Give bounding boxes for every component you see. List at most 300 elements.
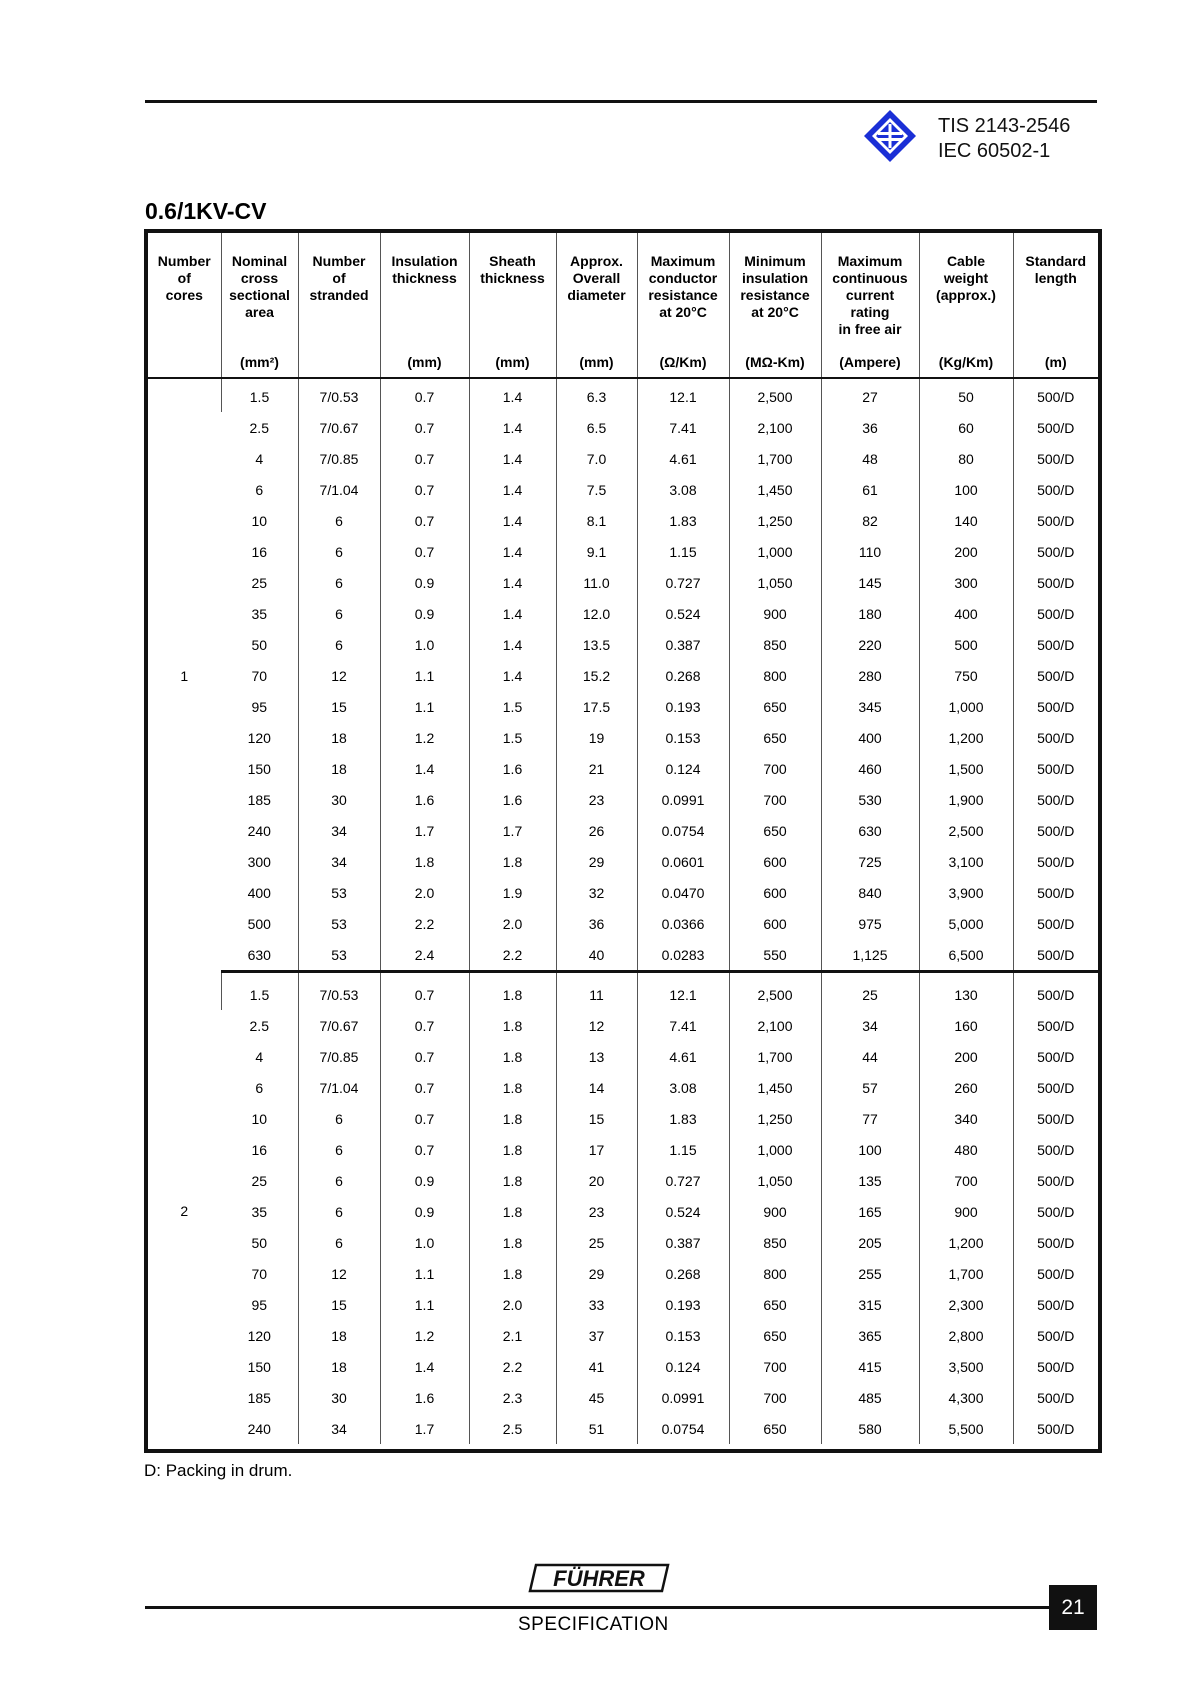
table-cell: 500 [919,629,1013,660]
table-cell: 2.0 [469,908,556,939]
table-row [148,753,1098,784]
table-row [148,505,1098,536]
table-cell: 1.4 [469,629,556,660]
table-cell: 1.8 [469,1010,556,1041]
column-header-line: cores [165,287,203,303]
table-row [148,1134,1098,1165]
table-cell: 500/D [1013,1165,1098,1196]
table-cell: 650 [729,1320,821,1351]
column-header [380,233,469,378]
table-cell: 500/D [1013,443,1098,474]
table-cell: 7.0 [556,443,637,474]
column-header [298,233,380,378]
table-cell: 900 [729,1196,821,1227]
table-cell: 0.7 [380,443,469,474]
column-header-line: thickness [480,270,545,286]
table-cell: 0.524 [637,1196,729,1227]
table-cell: 6 [298,1134,380,1165]
column-header [1013,233,1098,378]
column-header [821,233,919,378]
table-cell: 0.7 [380,474,469,505]
table-cell: 110 [821,536,919,567]
table-cell: 6 [255,481,264,498]
table-cell: 0.727 [637,1165,729,1196]
page-number: 21 [1049,1585,1097,1630]
table-cell: 16 [251,543,268,560]
table-cell: 6 [298,505,380,536]
table-row [148,412,1098,443]
table-cell: 500/D [1013,815,1098,846]
table-cell: 1.4 [469,474,556,505]
table-cell: 0.7 [380,1134,469,1165]
table-cell: 13.5 [556,629,637,660]
table-cell: 50 [251,1234,268,1251]
table-cell: 70 [251,1265,268,1282]
table-cell: 1,450 [729,1072,821,1103]
table-cell: 51 [556,1413,637,1444]
table-cell: 1.5 [221,972,298,1011]
table-cell: 500 [247,915,271,932]
table-cell: 3,100 [919,846,1013,877]
table-cell: 2,300 [919,1289,1013,1320]
table-cell: 500/D [1013,1103,1098,1134]
table-cell: 0.387 [637,1227,729,1258]
table-cell: 650 [729,722,821,753]
table-cell: 1.6 [469,784,556,815]
table-row [148,939,1098,972]
table-cell: 16 [251,1141,268,1158]
table-cell: 1.8 [380,846,469,877]
table-cell: 18 [298,722,380,753]
table-cell: 2.0 [380,877,469,908]
table-cell: 2,500 [729,378,821,412]
table-cell: 25 [821,972,919,1011]
table-cell: 500/D [1013,1041,1098,1072]
table-cell: 315 [821,1289,919,1320]
table-cell: 550 [729,939,821,972]
table-cell: 27 [821,378,919,412]
column-header-line: resistance [740,287,810,303]
table-cell: 6 [298,1103,380,1134]
footnote: D: Packing in drum. [144,1461,293,1480]
table-cell: 0.124 [637,1351,729,1382]
table-cell: 150 [247,1358,271,1375]
table-cell: 185 [247,791,271,808]
table-cell: 5,000 [919,908,1013,939]
table-cell: 1,000 [729,1134,821,1165]
table-cell: 25 [556,1227,637,1258]
table-cell: 1.7 [469,815,556,846]
table-cell: 500/D [1013,1227,1098,1258]
table-row [148,660,1098,691]
brand-text: FÜHRER [553,1566,645,1591]
column-header-line: Maximum [650,253,716,269]
column-header-line: Nominal [231,253,288,269]
column-header-line: rating [850,304,890,320]
table-cell: 7.5 [556,474,637,505]
table-cell: 0.387 [637,629,729,660]
table-cell: 35 [251,605,268,622]
table-cell: 15 [298,1289,380,1320]
column-header-line: Number [157,253,211,269]
table-cell: 500/D [1013,1072,1098,1103]
table-cell: 57 [821,1072,919,1103]
table-cell: 6 [298,536,380,567]
table-cell: 29 [556,1258,637,1289]
table-cell: 0.0754 [637,815,729,846]
table-cell: 500/D [1013,1134,1098,1165]
table-cell: 2.2 [469,939,556,972]
table-cell: 7.41 [637,1010,729,1041]
standards-mark-icon [862,108,918,164]
table-cell: 8.1 [556,505,637,536]
table-cell: 53 [298,877,380,908]
column-header-line: Number [312,253,366,269]
page-title: 0.6/1KV-CV [145,198,267,224]
table-cell: 725 [821,846,919,877]
table-cell: 7.41 [637,412,729,443]
table-cell: 12 [298,1258,380,1289]
table-cell: 500/D [1013,691,1098,722]
table-cell: 205 [821,1227,919,1258]
table-cell: 12.0 [556,598,637,629]
table-cell: 48 [821,443,919,474]
column-header-line: continuous [832,270,908,286]
table-cell: 1.8 [469,972,556,1011]
table-cell: 1.1 [380,691,469,722]
bottom-rule [145,1606,1053,1609]
column-header-line: of [332,270,346,286]
table-cell: 700 [729,753,821,784]
table-row [148,846,1098,877]
table-cell: 1.0 [380,1227,469,1258]
table-cell: 4,300 [919,1382,1013,1413]
table-row [148,815,1098,846]
table-cell: 1,250 [729,1103,821,1134]
table-cell: 34 [298,815,380,846]
table-cell: 1,700 [729,1041,821,1072]
table-cell: 500/D [1013,378,1098,412]
core-count-cell: 2 [180,1202,189,1219]
column-header [469,233,556,378]
table-cell: 4.61 [637,443,729,474]
table-cell: 700 [729,784,821,815]
table-cell: 23 [556,784,637,815]
table-row [148,598,1098,629]
table-cell: 0.9 [380,1165,469,1196]
table-cell: 400 [919,598,1013,629]
table-cell: 4.61 [637,1041,729,1072]
table-cell: 0.0601 [637,846,729,877]
table-cell: 500/D [1013,1258,1098,1289]
table-cell: 600 [729,877,821,908]
table-cell: 200 [919,536,1013,567]
table-cell: 1,450 [729,474,821,505]
table-cell: 70 [251,667,268,684]
table-cell: 130 [919,972,1013,1011]
table-cell: 1.5 [469,722,556,753]
table-cell: 1.8 [469,1165,556,1196]
table-cell: 1.4 [380,753,469,784]
column-header-line: resistance [648,287,718,303]
table-row [148,1320,1098,1351]
table-cell: 2.1 [469,1320,556,1351]
table-cell: 0.7 [380,1072,469,1103]
table-cell: 0.727 [637,567,729,598]
table-cell: 0.193 [637,691,729,722]
table-cell: 500/D [1013,536,1098,567]
column-header-line: in free air [838,321,902,337]
table-cell: 500/D [1013,972,1098,1011]
column-header-line: Minimum [744,253,806,269]
table-cell: 41 [556,1351,637,1382]
table-cell: 30 [298,784,380,815]
table-cell: 500/D [1013,1413,1098,1444]
table-cell: 650 [729,691,821,722]
table-cell: 36 [821,412,919,443]
table-cell: 0.0366 [637,908,729,939]
table-cell: 1.4 [469,536,556,567]
table-cell: 95 [251,698,268,715]
table-cell: 485 [821,1382,919,1413]
core-group-2 [148,972,1098,1445]
table-cell: 2,800 [919,1320,1013,1351]
table-cell: 460 [821,753,919,784]
table-cell: 10 [251,1110,268,1127]
column-header [729,233,821,378]
table-cell: 415 [821,1351,919,1382]
table-cell: 530 [821,784,919,815]
table-cell: 29 [556,846,637,877]
table-cell: 850 [729,1227,821,1258]
table-cell: 5,500 [919,1413,1013,1444]
table-cell: 6,500 [919,939,1013,972]
table-cell: 0.7 [380,1010,469,1041]
table-cell: 480 [919,1134,1013,1165]
table-cell: 150 [247,760,271,777]
table-cell: 500/D [1013,939,1098,972]
table-cell: 1.1 [380,1289,469,1320]
table-cell: 1.83 [637,1103,729,1134]
table-cell: 120 [247,1327,271,1344]
table-cell: 185 [247,1389,271,1406]
table-cell: 500/D [1013,784,1098,815]
table-cell: 500/D [1013,505,1098,536]
column-header-line: Cable [946,253,986,269]
table-cell: 500/D [1013,1196,1098,1227]
column-header-line: length [1034,270,1077,286]
table-row [148,691,1098,722]
table-cell: 1.6 [380,1382,469,1413]
table-cell: 1.83 [637,505,729,536]
table-cell: 50 [919,378,1013,412]
table-cell: 15 [556,1103,637,1134]
table-cell: 36 [556,908,637,939]
table-cell: 12 [556,1010,637,1041]
table-row [148,474,1098,505]
fuhrer-logo [528,1563,670,1593]
table-cell: 53 [298,939,380,972]
table-cell: 1.4 [469,660,556,691]
table-cell: 1.4 [469,598,556,629]
table-cell: 120 [247,729,271,746]
column-header [556,233,637,378]
table-cell: 37 [556,1320,637,1351]
core-count-cell: 1 [180,668,189,685]
column-header-line: Insulation [391,253,458,269]
table-cell: 1,125 [821,939,919,972]
table-cell: 4 [255,1048,264,1065]
table-row [148,629,1098,660]
table-cell: 0.524 [637,598,729,629]
table-cell: 2.0 [469,1289,556,1320]
table-cell: 0.193 [637,1289,729,1320]
table-cell: 21 [556,753,637,784]
column-unit: (mm) [579,354,614,370]
table-cell: 2,100 [729,1010,821,1041]
column-header-line: insulation [741,270,809,286]
column-unit: (mm) [407,354,442,370]
table-cell: 220 [821,629,919,660]
top-rule [145,100,1097,103]
table-cell: 3.08 [637,1072,729,1103]
table-cell: 1.1 [380,660,469,691]
column-header-line: at 20°C [751,304,799,320]
column-header-line: conductor [648,270,718,286]
table-cell: 2.5 [249,419,269,436]
table-cell: 2.5 [469,1413,556,1444]
table-cell: 1.4 [469,378,556,412]
table-cell: 500/D [1013,598,1098,629]
table-cell: 0.7 [380,505,469,536]
table-cell: 34 [298,846,380,877]
column-header-line: area [245,304,274,320]
table-row [148,536,1098,567]
table-cell: 1,000 [919,691,1013,722]
table-row [148,877,1098,908]
table-cell: 280 [821,660,919,691]
table-cell: 0.7 [380,1103,469,1134]
column-header-line: current [845,287,895,303]
table-cell: 6 [298,1196,380,1227]
table-cell: 6 [298,629,380,660]
column-header-line: cross [240,270,279,286]
table-cell: 2.3 [469,1382,556,1413]
table-cell: 3,500 [919,1351,1013,1382]
table-row [148,1010,1098,1041]
table-cell: 95 [251,1296,268,1313]
table-cell: 975 [821,908,919,939]
table-cell: 1.6 [469,753,556,784]
column-header [221,233,298,378]
table-cell: 0.0283 [637,939,729,972]
table-cell: 6 [255,1079,264,1096]
table-row [148,1196,1098,1227]
table-cell: 23 [556,1196,637,1227]
table-row [148,722,1098,753]
table-cell: 600 [729,846,821,877]
table-row [148,567,1098,598]
table-cell: 500/D [1013,1010,1098,1041]
table-cell: 630 [221,939,298,972]
column-header-line: at 20°C [659,304,707,320]
table-cell: 1.9 [469,877,556,908]
table-cell: 40 [556,939,637,972]
table-cell: 650 [729,815,821,846]
table-cell: 840 [821,877,919,908]
table-cell: 61 [821,474,919,505]
column-unit: (mm²) [240,354,279,370]
table-cell: 1.7 [380,1413,469,1444]
table-cell: 0.268 [637,1258,729,1289]
table-cell: 6 [298,1165,380,1196]
table-row [148,784,1098,815]
table-row [148,972,1098,1011]
table-cell: 900 [919,1196,1013,1227]
column-header-line: weight [943,270,989,286]
standard-iec: IEC 60502-1 [938,140,1051,162]
table-cell: 25 [251,574,268,591]
table-cell: 365 [821,1320,919,1351]
column-header-line: of [177,270,191,286]
table-cell: 0.268 [637,660,729,691]
table-cell: 1,050 [729,567,821,598]
table-cell: 26 [556,815,637,846]
table-cell: 500/D [1013,1320,1098,1351]
table-cell: 25 [251,1172,268,1189]
table-cell: 1.4 [469,567,556,598]
table-cell: 800 [729,660,821,691]
table-row [148,1382,1098,1413]
table-cell: 0.153 [637,722,729,753]
table-row [148,1103,1098,1134]
table-cell: 1,500 [919,753,1013,784]
table-cell: 650 [729,1413,821,1444]
table-row [148,1072,1098,1103]
table-cell: 19 [556,722,637,753]
table-cell: 0.7 [380,1041,469,1072]
table-cell: 7/0.53 [298,972,380,1011]
table-cell: 500/D [1013,877,1098,908]
table-cell: 44 [821,1041,919,1072]
table-cell: 300 [247,853,271,870]
table-cell: 1.4 [469,412,556,443]
table-cell: 0.9 [380,567,469,598]
table-cell: 200 [919,1041,1013,1072]
core-group-1 [148,378,1098,972]
table-cell: 2,100 [729,412,821,443]
table-cell: 0.0991 [637,784,729,815]
table-cell: 18 [298,753,380,784]
table-cell: 0.0470 [637,877,729,908]
table-cell: 1,000 [729,536,821,567]
table-cell: 700 [919,1165,1013,1196]
table-row [148,1041,1098,1072]
table-cell: 6 [298,567,380,598]
column-header [148,233,221,378]
table-cell: 255 [821,1258,919,1289]
table-cell: 60 [919,412,1013,443]
table-cell: 15 [298,691,380,722]
table-cell: 1,700 [729,443,821,474]
table-cell: 580 [821,1413,919,1444]
table-row [148,1351,1098,1382]
table-cell: 2.2 [469,1351,556,1382]
table-cell: 180 [821,598,919,629]
table-cell: 160 [919,1010,1013,1041]
table-row [148,1413,1098,1444]
table-cell: 1,200 [919,722,1013,753]
